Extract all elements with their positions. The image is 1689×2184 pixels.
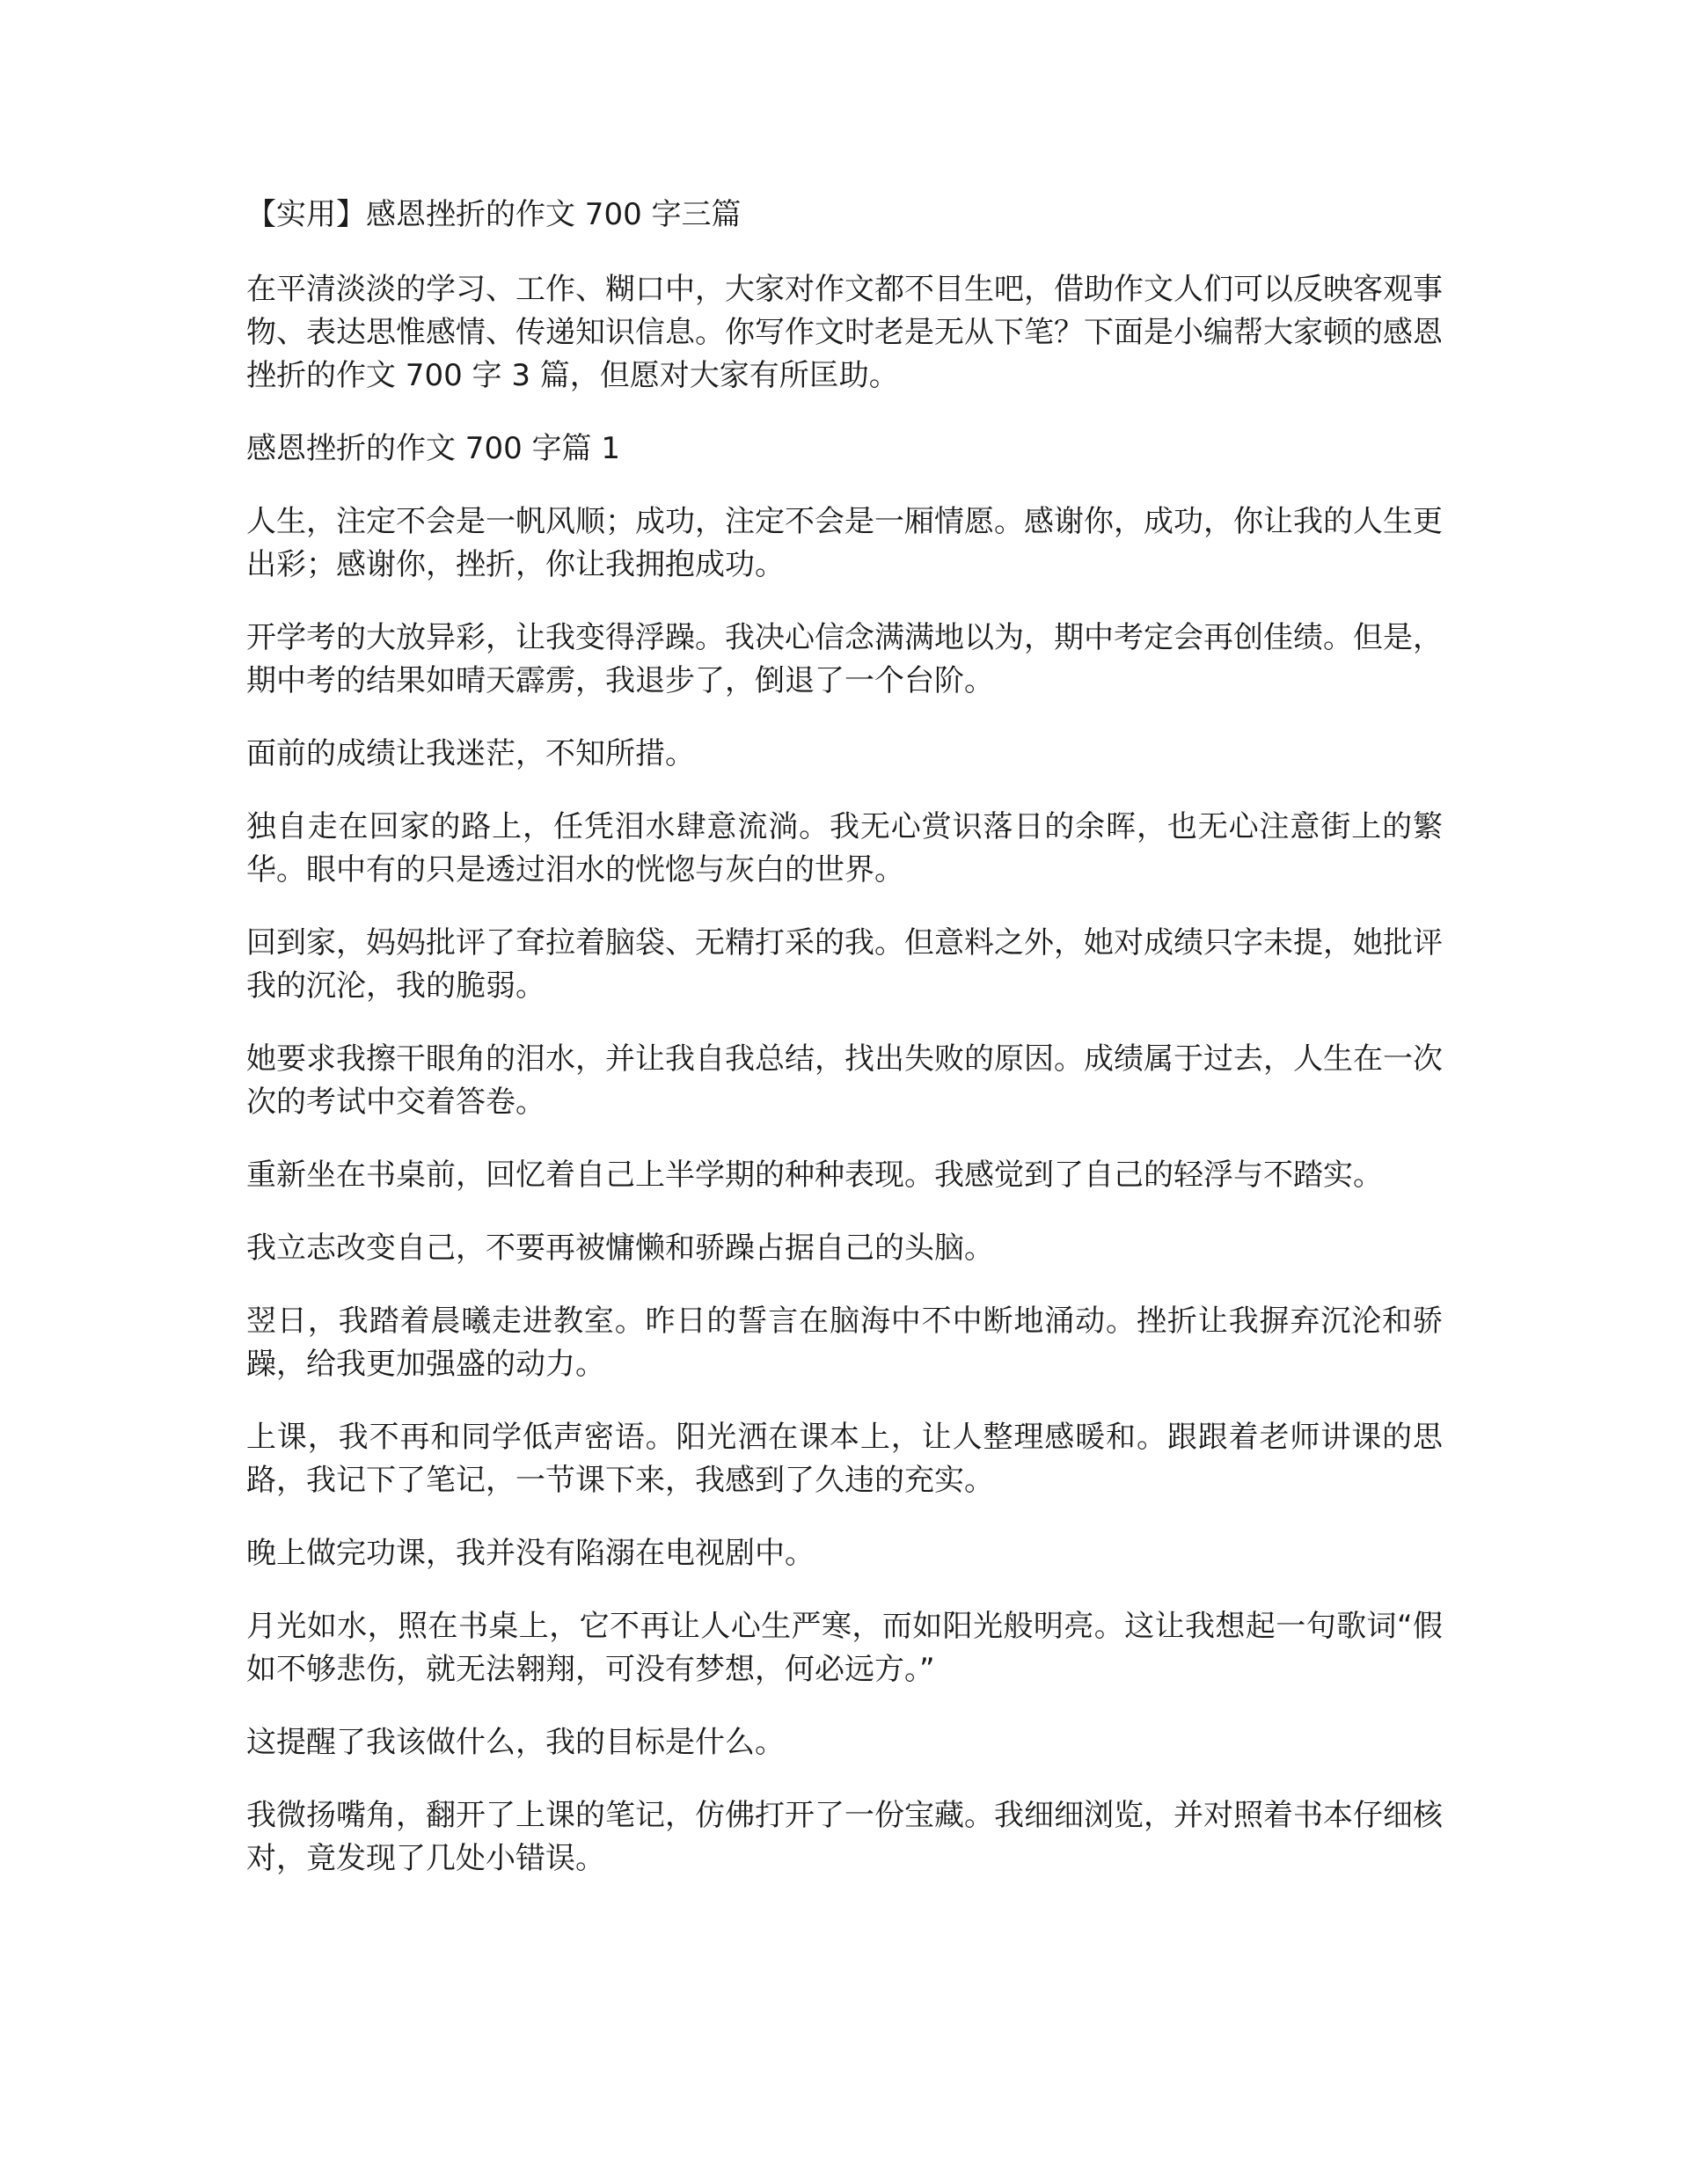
body-paragraph: 我微扬嘴角，翻开了上课的笔记，仿佛打开了一份宝藏。我细细浏览，并对照着书本仔细核对，竟发现了几处小错误。 — [246, 1798, 1443, 1876]
body-paragraph: 她要求我擦干眼角的泪水，并让我自我总结，找出失败的原因。成绩属于过去，人生在一次次的考试中交着答卷。 — [246, 1041, 1443, 1120]
body-paragraph: 回到家，妈妈批评了耷拉着脑袋、无精打采的我。但意料之外，她对成绩只字未提，她批评我的沉沦，我的脆弱。 — [246, 925, 1443, 1004]
body-paragraph: 翌日，我踏着晨曦走进教室。昨日的誓言在脑海中不中断地涌动。挫折让我摒弃沉沦和骄躁，给我更加强盛的动力。 — [246, 1304, 1443, 1382]
body-paragraph: 独自走在回家的路上，任凭泪水肆意流淌。我无心赏识落日的余晖，也无心注意街上的繁华。眼中有的只是透过泪水的恍惚与灰白的世界。 — [246, 809, 1443, 887]
body-paragraph: 月光如水，照在书桌上，它不再让人心生严寒，而如阳光般明亮。这让我想起一句歌词“假如不够悲伤，就无法翱翔，可没有梦想，何必远方。” — [246, 1609, 1443, 1687]
body-paragraph: 人生，注定不会是一帆风顺；成功，注定不会是一厢情愿。感谢你，成功，你让我的人生更出彩；感谢你，挫折，你让我拥抱成功。 — [246, 504, 1443, 582]
section-heading: 感恩挫折的作文 700 字篇 1 — [246, 431, 620, 466]
body-paragraph: 面前的成绩让我迷茫，不知所措。 — [246, 736, 695, 771]
body-paragraph: 晚上做完功课，我并没有陷溺在电视剧中。 — [246, 1536, 815, 1571]
body-paragraph: 上课，我不再和同学低声密语。阳光洒在课本上，让人整理感暖和。跟跟着老师讲课的思路，我记下了笔记，一节课下来，我感到了久违的充实。 — [246, 1420, 1443, 1498]
body-paragraph: 这提醒了我该做什么，我的目标是什么。 — [246, 1725, 785, 1760]
body-paragraph: 我立志改变自己，不要再被慵懒和骄躁占据自己的头脑。 — [246, 1231, 994, 1266]
document-title: 【实用】感恩挫折的作文 700 字三篇 — [246, 197, 742, 232]
document-page — [246, 194, 1443, 1910]
body-paragraph: 开学考的大放异彩，让我变得浮躁。我决心信念满满地以为，期中考定会再创佳绩。但是，期中考的结果如晴天霹雳，我退步了，倒退了一个台阶。 — [246, 620, 1443, 698]
body-paragraph: 重新坐在书桌前，回忆着自己上半学期的种种表现。我感觉到了自己的轻浮与不踏实。 — [246, 1158, 1383, 1193]
intro-paragraph: 在平清淡淡的学习、工作、糊口中，大家对作文都不目生吧，借助作文人们可以反映客观事物、表达思惟感情、传递知识信息。你写作文时老是无从下笔？下面是小编帮大家顿的感恩挫折的作文 700 字 3 篇，但愿对大家有所匡助。 — [246, 272, 1443, 393]
